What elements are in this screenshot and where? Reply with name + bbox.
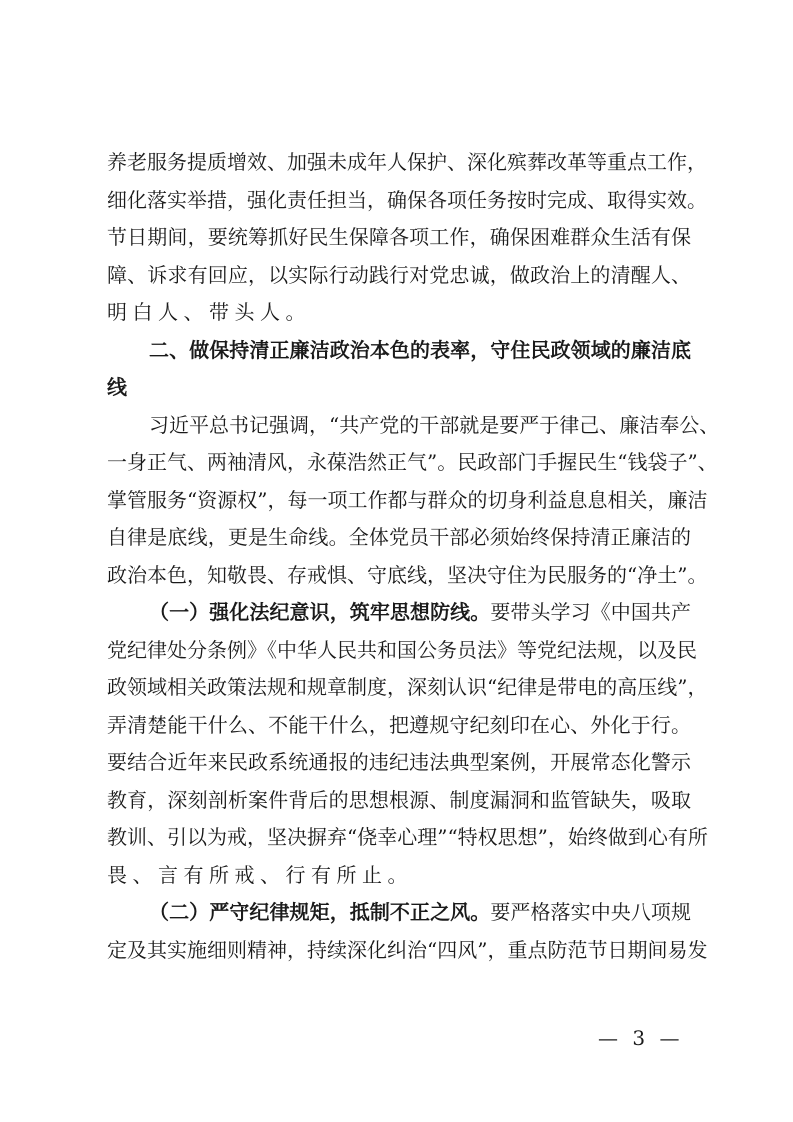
subsection-text: 要严格落实中央八项规 xyxy=(490,900,692,924)
paragraph-line: 自律是底线，更是生命线。全体党员干部必须始终保持清正廉洁的 xyxy=(107,525,691,549)
paragraph-line: 一身正气、两袖清风，永葆浩然正气”。民政部门手握民生“钱袋子”、 xyxy=(107,450,718,474)
subsection-text: 要带头学习《中国共产 xyxy=(490,600,692,624)
paragraph-line: 障、诉求有回应，以实际行动践行对党忠诚，做政治上的清醒人、 xyxy=(107,262,691,287)
paragraph-line: 要结合近年来民政系统通报的违纪违法典型案例，开展常态化警示 xyxy=(107,750,691,774)
paragraph-line: 习近平总书记强调，“共产党的干部就是要严于律己、廉洁奉公、 xyxy=(149,412,720,437)
paragraph-line: 政治本色，知敬畏、存戒惧、守底线，坚决守住为民服务的“净土”。 xyxy=(107,562,708,587)
paragraph-line: 定及其实施细则精神，持续深化纠治“四风”，重点防范节日期间易发 xyxy=(107,937,708,962)
subsection-title: （二）严守纪律规矩，抵制不正之风。 xyxy=(149,900,491,924)
paragraph-line: 畏、言有所戒、行有所止。 xyxy=(107,862,413,887)
paragraph-line: 教育，深刻剖析案件背后的思想根源、制度漏洞和监管缺失，吸取 xyxy=(107,787,691,812)
paragraph-line: 教训、引以为戒，坚决摒弃“侥幸心理”“特权思想”，始终做到心有所 xyxy=(107,825,708,849)
subsection-line xyxy=(107,894,691,932)
paragraph-line: 养老服务提质增效、加强未成年人保护、深化殡葬改革等重点工作， xyxy=(107,150,707,174)
paragraph-line: 细化落实举措，强化责任担当，确保各项任务按时完成、取得实效。 xyxy=(107,187,707,212)
section-heading: 二、做保持清正廉洁政治本色的表率，守住民政领域的廉洁底 xyxy=(149,337,691,362)
paragraph-line: 明白人、带头人。 xyxy=(107,300,311,324)
paragraph-line: 节日期间，要统筹抓好民生保障各项工作，确保困难群众生活有保 xyxy=(107,225,691,249)
paragraph-line: 掌管服务“资源权”，每一项工作都与群众的切身利益息息相关，廉洁 xyxy=(107,487,708,512)
paragraph-line: 政领域相关政策法规和规章制度，深刻认识“纪律是带电的高压线”， xyxy=(107,675,708,699)
page-number: — 3 — xyxy=(598,1026,684,1050)
subsection-line xyxy=(107,594,691,632)
document-body xyxy=(107,144,720,969)
section-heading-cont: 线 xyxy=(107,375,133,399)
paragraph-line: 党纪律处分条例》《中华人民共和国公务员法》等党纪法规，以及民 xyxy=(107,637,697,662)
paragraph-line: 弄清楚能干什么、不能干什么，把遵规守纪刻印在心、外化于行。 xyxy=(107,712,691,737)
subsection-title: （一）强化法纪意识，筑牢思想防线。 xyxy=(149,600,491,624)
